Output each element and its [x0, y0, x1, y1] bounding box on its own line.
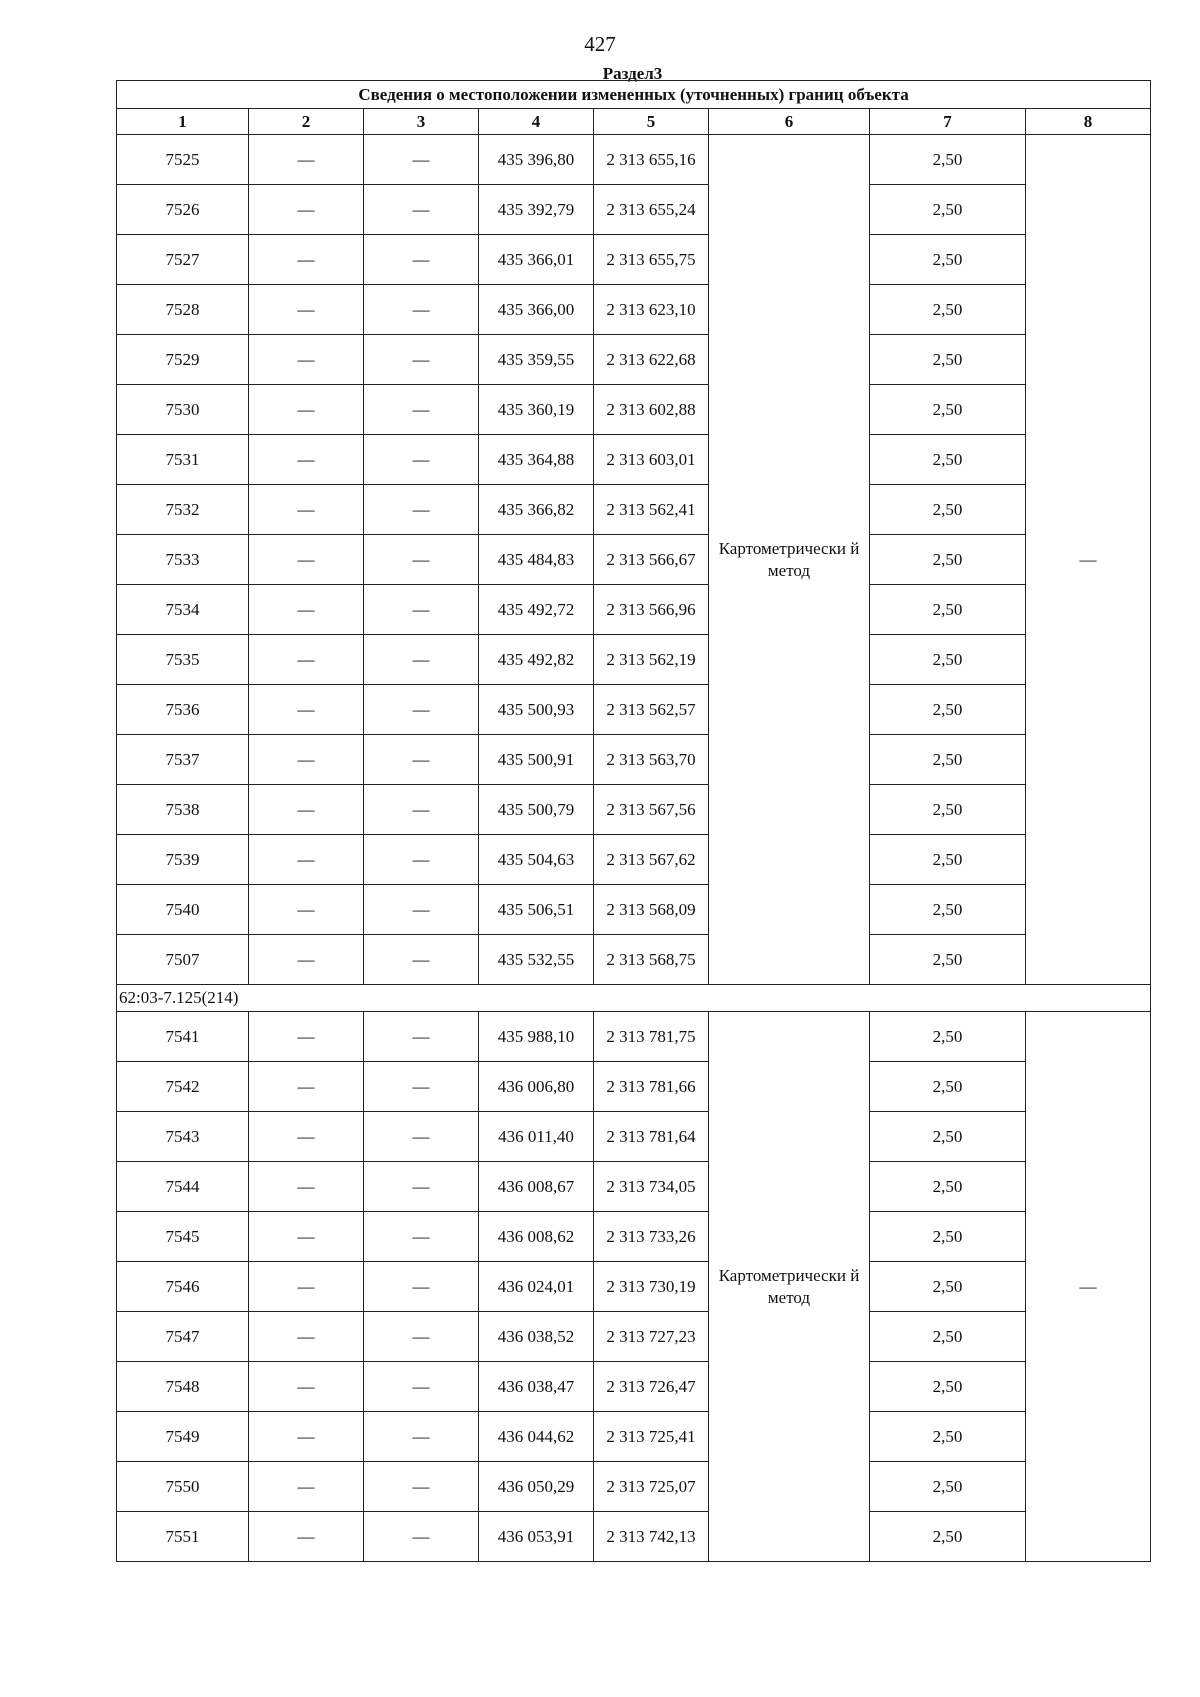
section-title: Раздел3 — [602, 64, 663, 83]
column-3-cell: — — [364, 1362, 479, 1412]
column-2-cell: — — [249, 535, 364, 585]
y-coordinate-cell: 2 313 567,56 — [594, 785, 709, 835]
column-3-cell: — — [364, 1062, 479, 1112]
x-coordinate-cell: 436 038,52 — [479, 1312, 594, 1362]
y-coordinate-cell: 2 313 566,96 — [594, 585, 709, 635]
table-row — [117, 185, 1151, 235]
point-number-cell: 7528 — [117, 285, 249, 335]
table-row — [117, 285, 1151, 335]
column-2-cell: — — [249, 185, 364, 235]
table-row — [117, 485, 1151, 535]
point-number-cell: 7532 — [117, 485, 249, 535]
column-3-cell: — — [364, 185, 479, 235]
table-caption: Сведения о местоположении измененных (уточненных) границ объекта — [117, 81, 1151, 109]
point-number-cell: 7536 — [117, 685, 249, 735]
point-number-cell: 7530 — [117, 385, 249, 435]
accuracy-cell: 2,50 — [870, 1012, 1026, 1062]
column-3-cell: — — [364, 235, 479, 285]
column-2-cell: — — [249, 1512, 364, 1562]
accuracy-cell: 2,50 — [870, 535, 1026, 585]
y-coordinate-cell: 2 313 781,64 — [594, 1112, 709, 1162]
accuracy-cell: 2,50 — [870, 135, 1026, 185]
table-row — [117, 1062, 1151, 1112]
y-coordinate-cell: 2 313 781,75 — [594, 1012, 709, 1062]
column-8-cell: — — [1026, 135, 1151, 985]
boundary-coordinates-table — [116, 80, 1151, 1562]
column-number: 7 — [870, 109, 1026, 135]
column-3-cell: — — [364, 1212, 479, 1262]
column-3-cell: — — [364, 335, 479, 385]
point-number-cell: 7548 — [117, 1362, 249, 1412]
point-number-cell: 7534 — [117, 585, 249, 635]
accuracy-cell: 2,50 — [870, 885, 1026, 935]
table-caption-row — [117, 81, 1151, 109]
accuracy-cell: 2,50 — [870, 1262, 1026, 1312]
column-3-cell: — — [364, 485, 479, 535]
y-coordinate-cell: 2 313 781,66 — [594, 1062, 709, 1112]
column-2-cell: — — [249, 1312, 364, 1362]
x-coordinate-cell: 436 006,80 — [479, 1062, 594, 1112]
x-coordinate-cell: 435 988,10 — [479, 1012, 594, 1062]
x-coordinate-cell: 435 360,19 — [479, 385, 594, 435]
y-coordinate-cell: 2 313 567,62 — [594, 835, 709, 885]
y-coordinate-cell: 2 313 725,07 — [594, 1462, 709, 1512]
accuracy-cell: 2,50 — [870, 1062, 1026, 1112]
accuracy-cell: 2,50 — [870, 1462, 1026, 1512]
table-row — [117, 1012, 1151, 1062]
column-3-cell: — — [364, 1162, 479, 1212]
column-2-cell: — — [249, 685, 364, 735]
column-2-cell: — — [249, 1462, 364, 1512]
accuracy-cell: 2,50 — [870, 1162, 1026, 1212]
y-coordinate-cell: 2 313 566,67 — [594, 535, 709, 585]
point-number-cell: 7535 — [117, 635, 249, 685]
column-2-cell: — — [249, 635, 364, 685]
point-number-cell: 7545 — [117, 1212, 249, 1262]
table-row — [117, 635, 1151, 685]
column-3-cell: — — [364, 735, 479, 785]
table-row — [117, 335, 1151, 385]
column-2-cell: — — [249, 735, 364, 785]
point-number-cell: 7539 — [117, 835, 249, 885]
y-coordinate-cell: 2 313 733,26 — [594, 1212, 709, 1262]
y-coordinate-cell: 2 313 562,19 — [594, 635, 709, 685]
point-number-cell: 7544 — [117, 1162, 249, 1212]
point-number-cell: 7550 — [117, 1462, 249, 1512]
table-row — [117, 435, 1151, 485]
column-3-cell: — — [364, 835, 479, 885]
accuracy-cell: 2,50 — [870, 335, 1026, 385]
point-number-cell: 7527 — [117, 235, 249, 285]
column-2-cell: — — [249, 1362, 364, 1412]
accuracy-cell: 2,50 — [870, 485, 1026, 535]
x-coordinate-cell: 435 359,55 — [479, 335, 594, 385]
column-3-cell: — — [364, 1262, 479, 1312]
point-number-cell: 7526 — [117, 185, 249, 235]
column-number: 3 — [364, 109, 479, 135]
point-number-cell: 7549 — [117, 1412, 249, 1462]
column-2-cell: — — [249, 1062, 364, 1112]
x-coordinate-cell: 435 504,63 — [479, 835, 594, 885]
column-2-cell: — — [249, 1262, 364, 1312]
column-3-cell: — — [364, 1012, 479, 1062]
table-row — [117, 935, 1151, 985]
x-coordinate-cell: 435 364,88 — [479, 435, 594, 485]
parcel-number-label: 62:03-7.125(214) — [117, 985, 1151, 1012]
column-2-cell: — — [249, 385, 364, 435]
x-coordinate-cell: 435 484,83 — [479, 535, 594, 585]
column-number: 5 — [594, 109, 709, 135]
y-coordinate-cell: 2 313 563,70 — [594, 735, 709, 785]
column-2-cell: — — [249, 1012, 364, 1062]
accuracy-cell: 2,50 — [870, 935, 1026, 985]
column-3-cell: — — [364, 1412, 479, 1462]
y-coordinate-cell: 2 313 725,41 — [594, 1412, 709, 1462]
x-coordinate-cell: 435 366,00 — [479, 285, 594, 335]
x-coordinate-cell: 435 500,79 — [479, 785, 594, 835]
column-3-cell: — — [364, 785, 479, 835]
point-number-cell: 7547 — [117, 1312, 249, 1362]
column-number: 6 — [709, 109, 870, 135]
y-coordinate-cell: 2 313 655,16 — [594, 135, 709, 185]
y-coordinate-cell: 2 313 622,68 — [594, 335, 709, 385]
point-number-cell: 7531 — [117, 435, 249, 485]
x-coordinate-cell: 436 008,67 — [479, 1162, 594, 1212]
y-coordinate-cell: 2 313 727,23 — [594, 1312, 709, 1362]
column-3-cell: — — [364, 1312, 479, 1362]
y-coordinate-cell: 2 313 730,19 — [594, 1262, 709, 1312]
accuracy-cell: 2,50 — [870, 1412, 1026, 1462]
column-2-cell: — — [249, 285, 364, 335]
table-row — [117, 1462, 1151, 1512]
point-number-cell: 7533 — [117, 535, 249, 585]
column-3-cell: — — [364, 585, 479, 635]
table-row — [117, 1512, 1151, 1562]
column-2-cell: — — [249, 785, 364, 835]
table-row — [117, 385, 1151, 435]
x-coordinate-cell: 435 506,51 — [479, 885, 594, 935]
x-coordinate-cell: 435 366,01 — [479, 235, 594, 285]
x-coordinate-cell: 435 500,91 — [479, 735, 594, 785]
column-number: 8 — [1026, 109, 1151, 135]
x-coordinate-cell: 435 500,93 — [479, 685, 594, 735]
accuracy-cell: 2,50 — [870, 635, 1026, 685]
column-2-cell: — — [249, 885, 364, 935]
table-row — [117, 1412, 1151, 1462]
column-number-row — [117, 109, 1151, 135]
column-3-cell: — — [364, 935, 479, 985]
table-row — [117, 1312, 1151, 1362]
column-3-cell: — — [364, 885, 479, 935]
column-2-cell: — — [249, 835, 364, 885]
page-number: 427 — [584, 32, 616, 56]
column-number: 1 — [117, 109, 249, 135]
column-2-cell: — — [249, 585, 364, 635]
column-2-cell: — — [249, 335, 364, 385]
method-cell: Картометрически й метод — [709, 1012, 870, 1562]
point-number-cell: 7525 — [117, 135, 249, 185]
accuracy-cell: 2,50 — [870, 1362, 1026, 1412]
accuracy-cell: 2,50 — [870, 235, 1026, 285]
column-3-cell: — — [364, 285, 479, 335]
accuracy-cell: 2,50 — [870, 1112, 1026, 1162]
accuracy-cell: 2,50 — [870, 785, 1026, 835]
y-coordinate-cell: 2 313 562,41 — [594, 485, 709, 535]
column-number: 4 — [479, 109, 594, 135]
table-row — [117, 585, 1151, 635]
x-coordinate-cell: 435 492,72 — [479, 585, 594, 635]
x-coordinate-cell: 436 008,62 — [479, 1212, 594, 1262]
column-8-cell: — — [1026, 1012, 1151, 1562]
x-coordinate-cell: 436 024,01 — [479, 1262, 594, 1312]
y-coordinate-cell: 2 313 655,24 — [594, 185, 709, 235]
y-coordinate-cell: 2 313 623,10 — [594, 285, 709, 335]
parcel-subheader-row — [117, 985, 1151, 1012]
accuracy-cell: 2,50 — [870, 185, 1026, 235]
point-number-cell: 7540 — [117, 885, 249, 935]
table-row — [117, 885, 1151, 935]
x-coordinate-cell: 436 050,29 — [479, 1462, 594, 1512]
point-number-cell: 7541 — [117, 1012, 249, 1062]
x-coordinate-cell: 436 044,62 — [479, 1412, 594, 1462]
table-row — [117, 1112, 1151, 1162]
accuracy-cell: 2,50 — [870, 285, 1026, 335]
table-row — [117, 535, 1151, 585]
accuracy-cell: 2,50 — [870, 735, 1026, 785]
point-number-cell: 7538 — [117, 785, 249, 835]
column-2-cell: — — [249, 435, 364, 485]
column-3-cell: — — [364, 1512, 479, 1562]
y-coordinate-cell: 2 313 562,57 — [594, 685, 709, 735]
accuracy-cell: 2,50 — [870, 1512, 1026, 1562]
x-coordinate-cell: 435 396,80 — [479, 135, 594, 185]
x-coordinate-cell: 436 053,91 — [479, 1512, 594, 1562]
point-number-cell: 7543 — [117, 1112, 249, 1162]
accuracy-cell: 2,50 — [870, 585, 1026, 635]
accuracy-cell: 2,50 — [870, 685, 1026, 735]
column-2-cell: — — [249, 1412, 364, 1462]
column-3-cell: — — [364, 435, 479, 485]
point-number-cell: 7551 — [117, 1512, 249, 1562]
column-2-cell: — — [249, 1112, 364, 1162]
column-2-cell: — — [249, 485, 364, 535]
column-3-cell: — — [364, 685, 479, 735]
column-3-cell: — — [364, 385, 479, 435]
point-number-cell: 7542 — [117, 1062, 249, 1112]
column-number: 2 — [249, 109, 364, 135]
table-row — [117, 235, 1151, 285]
method-cell: Картометрически й метод — [709, 135, 870, 985]
column-3-cell: — — [364, 535, 479, 585]
y-coordinate-cell: 2 313 568,09 — [594, 885, 709, 935]
table-row — [117, 135, 1151, 185]
y-coordinate-cell: 2 313 742,13 — [594, 1512, 709, 1562]
y-coordinate-cell: 2 313 603,01 — [594, 435, 709, 485]
column-3-cell: — — [364, 1112, 479, 1162]
y-coordinate-cell: 2 313 655,75 — [594, 235, 709, 285]
y-coordinate-cell: 2 313 602,88 — [594, 385, 709, 435]
point-number-cell: 7546 — [117, 1262, 249, 1312]
column-2-cell: — — [249, 935, 364, 985]
column-3-cell: — — [364, 1462, 479, 1512]
column-2-cell: — — [249, 1162, 364, 1212]
table-row — [117, 1162, 1151, 1212]
x-coordinate-cell: 435 392,79 — [479, 185, 594, 235]
table-row — [117, 685, 1151, 735]
x-coordinate-cell: 435 366,82 — [479, 485, 594, 535]
y-coordinate-cell: 2 313 734,05 — [594, 1162, 709, 1212]
table-row — [117, 1212, 1151, 1262]
column-2-cell: — — [249, 1212, 364, 1262]
table-row — [117, 735, 1151, 785]
accuracy-cell: 2,50 — [870, 1312, 1026, 1362]
y-coordinate-cell: 2 313 568,75 — [594, 935, 709, 985]
table-row — [117, 835, 1151, 885]
accuracy-cell: 2,50 — [870, 385, 1026, 435]
x-coordinate-cell: 435 532,55 — [479, 935, 594, 985]
table-row — [117, 1262, 1151, 1312]
y-coordinate-cell: 2 313 726,47 — [594, 1362, 709, 1412]
point-number-cell: 7529 — [117, 335, 249, 385]
column-2-cell: — — [249, 135, 364, 185]
x-coordinate-cell: 435 492,82 — [479, 635, 594, 685]
point-number-cell: 7537 — [117, 735, 249, 785]
accuracy-cell: 2,50 — [870, 835, 1026, 885]
accuracy-cell: 2,50 — [870, 1212, 1026, 1262]
x-coordinate-cell: 436 011,40 — [479, 1112, 594, 1162]
accuracy-cell: 2,50 — [870, 435, 1026, 485]
column-2-cell: — — [249, 235, 364, 285]
x-coordinate-cell: 436 038,47 — [479, 1362, 594, 1412]
column-3-cell: — — [364, 135, 479, 185]
table-row — [117, 1362, 1151, 1412]
table-row — [117, 785, 1151, 835]
column-3-cell: — — [364, 635, 479, 685]
point-number-cell: 7507 — [117, 935, 249, 985]
